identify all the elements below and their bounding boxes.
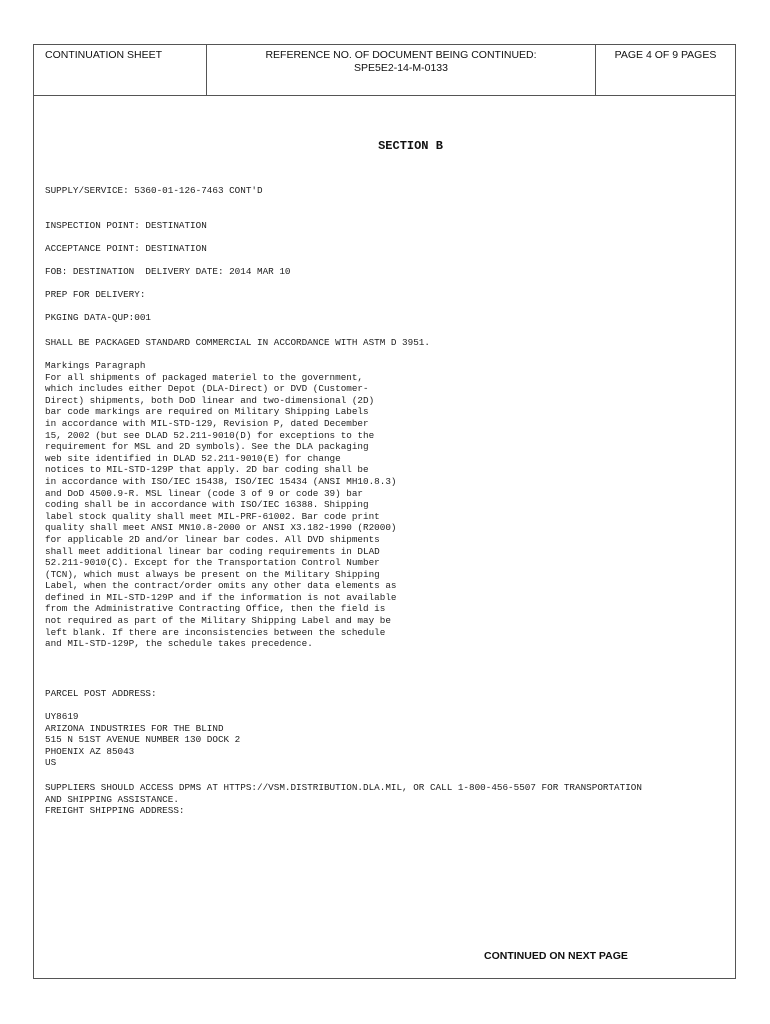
suppliers-note: SUPPLIERS SHOULD ACCESS DPMS AT HTTPS://VSM.DISTRIBUTION.DLA.MIL, OR CALL 1-800-456-5507 FOR TRANSPORTATION AND SHIPPING ASSISTANCE. bbox=[45, 782, 642, 805]
markings-paragraph-title: Markings Paragraph bbox=[45, 360, 146, 371]
reference-number: SPE5E2-14-M-0133 bbox=[354, 62, 448, 74]
parcel-post-label: PARCEL POST ADDRESS: bbox=[45, 688, 157, 699]
reference-label: REFERENCE NO. OF DOCUMENT BEING CONTINUED: bbox=[265, 49, 537, 61]
prep-for-delivery-line: PREP FOR DELIVERY: bbox=[45, 289, 146, 300]
parcel-post-address: UY8619 ARIZONA INDUSTRIES FOR THE BLIND 515 N 51ST AVENUE NUMBER 130 DOCK 2 PHOENIX AZ 85043 US bbox=[45, 711, 241, 769]
packaging-standard-line: SHALL BE PACKAGED STANDARD COMMERCIAL IN ACCORDANCE WITH ASTM D 3951. bbox=[45, 337, 430, 348]
page-count: PAGE 4 OF 9 PAGES bbox=[614, 49, 717, 61]
section-title: SECTION B bbox=[378, 139, 443, 153]
continuation-sheet-label: CONTINUATION SHEET bbox=[34, 45, 207, 95]
packaging-data-line: PKGING DATA-QUP:001 bbox=[45, 312, 152, 323]
fob-delivery-line: FOB: DESTINATION DELIVERY DATE: 2014 MAR 10 bbox=[45, 266, 291, 277]
reference-cell bbox=[207, 45, 596, 95]
freight-shipping-label: FREIGHT SHIPPING ADDRESS: bbox=[45, 805, 185, 817]
continued-on-next-page: CONTINUED ON NEXT PAGE bbox=[484, 950, 628, 962]
markings-paragraph-body: For all shipments of packaged materiel to the government, which includes either Depot (DLA-Direct) or DVD (Customer- Direct) shipments, both DoD linear and two-dimensional (2D) bar code markings are required on Military Shipping Labels in accordance with MIL-STD-129, Revision P, dated December 15, 2002 (but see DLAD 52.211-9010(D) for exceptions to the requirement for MSL and 2D symbols). See the DLA packaging web site identified in DLAD 52.211-9010(E) for change notices to MIL-STD-129P that apply. 2D bar coding shall be in accordance with ISO/IEC 15438, ISO/IEC 15434 (ANSI MH10.8.3) and DoD 4500.9-R. MSL linear (code 3 of 9 or code 39) bar coding shall be in accordance with ISO/IEC 16388. Shipping label stock quality shall meet MIL-PRF-61002. Bar code print quality shall meet ANSI MN10.8-2000 or ANSI X3.182-1990 (R2000) for applicable 2D and/or linear bar codes. All DVD shipments shall meet additional linear bar coding requirements in DLAD 52.211-9010(C). Except for the Transportation Control Number (TCN), which must always be present on the Military Shipping Label, when the contract/order omits any other data elements as defined in MIL-STD-129P and if the information is not available from the Administrative Contracting Office, then the field is not required as part of the Military Shipping Label and may be left blank. If there are inconsistencies between the schedule and MIL-STD-129P, the schedule takes precedence. bbox=[45, 371, 397, 650]
acceptance-point-line: ACCEPTANCE POINT: DESTINATION bbox=[45, 243, 207, 254]
supply-service-line: SUPPLY/SERVICE: 5360-01-126-7463 CONT'D bbox=[45, 185, 263, 196]
continuation-sheet bbox=[33, 44, 736, 979]
inspection-point-line: INSPECTION POINT: DESTINATION bbox=[45, 220, 207, 231]
sheet-header bbox=[34, 45, 735, 96]
